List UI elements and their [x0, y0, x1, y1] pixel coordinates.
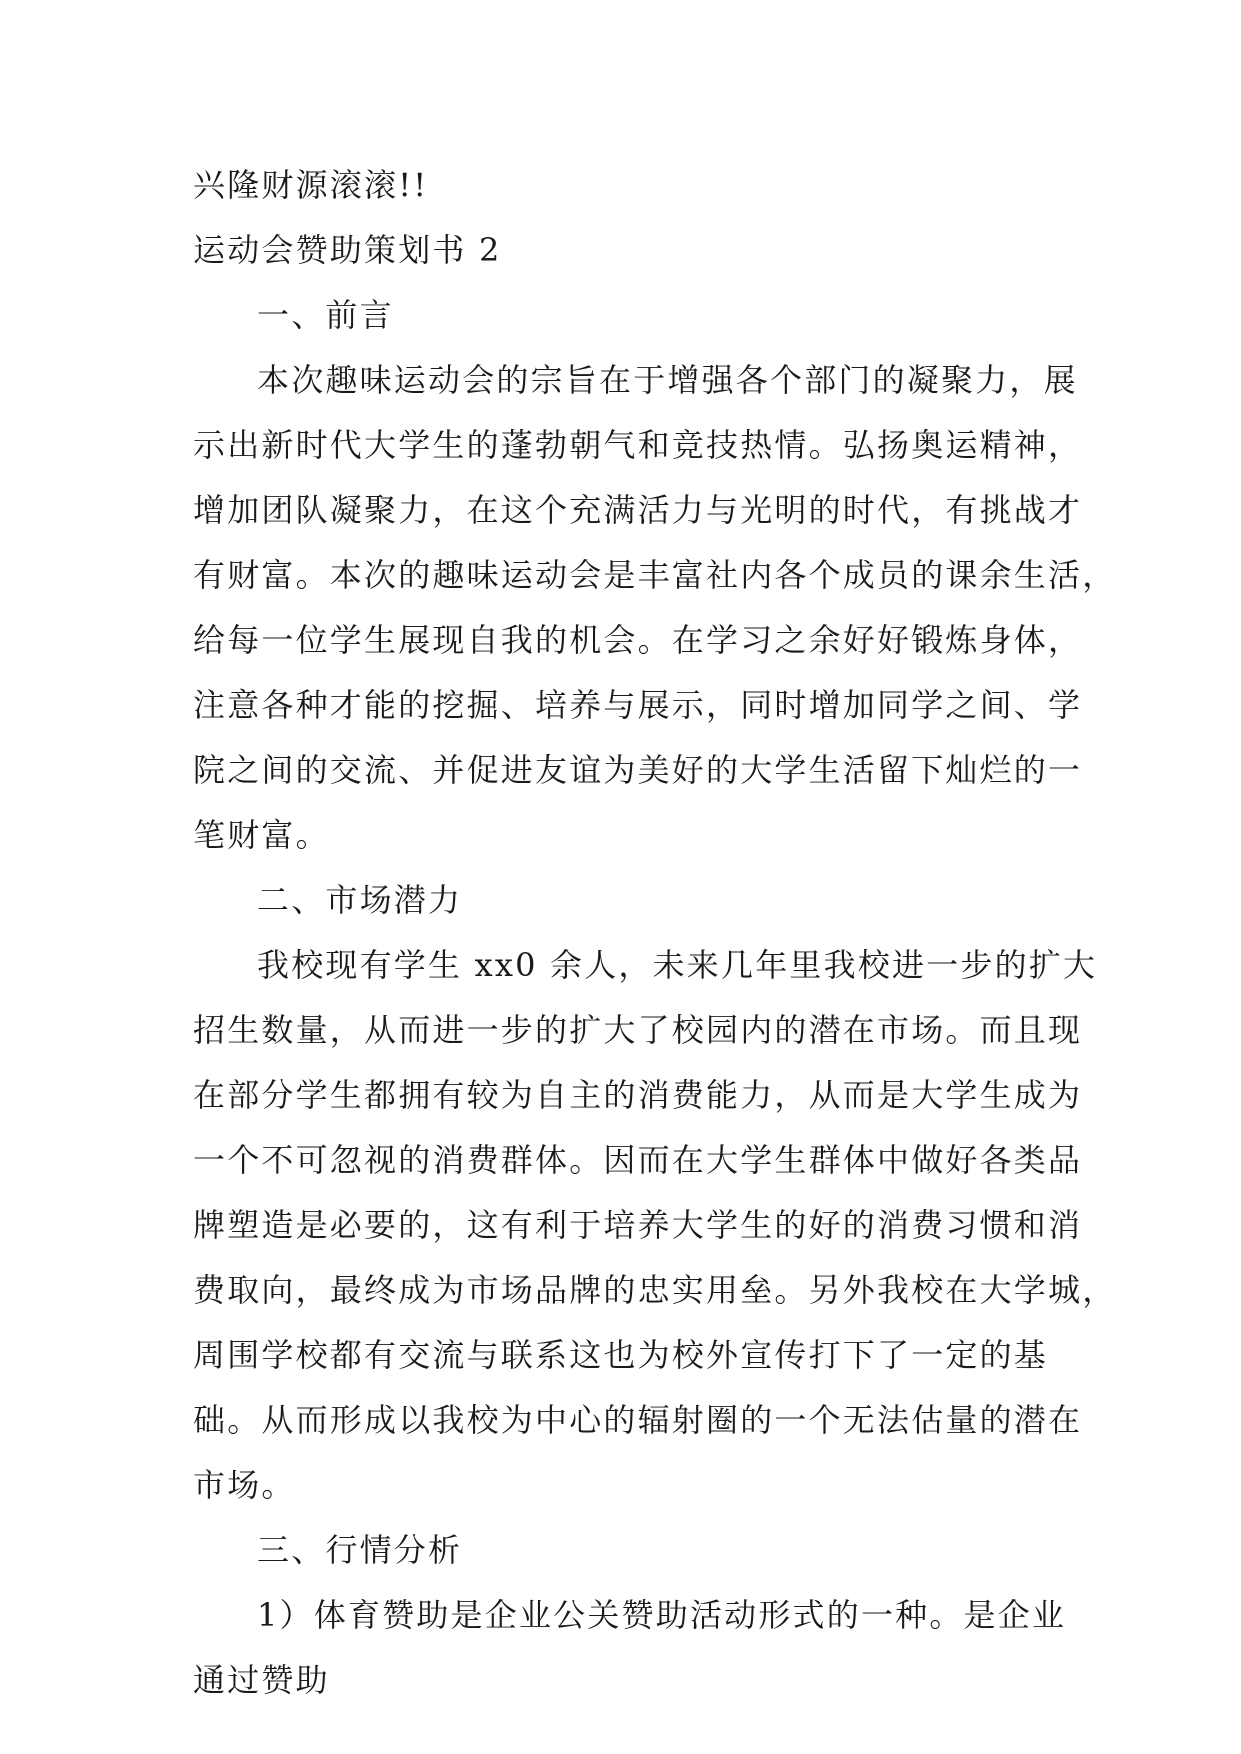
- text-line: 牌塑造是必要的，这有利于培养大学生的好的消费习惯和消: [193, 1206, 1083, 1244]
- section-heading-preface: 一、前言: [257, 296, 394, 334]
- text-line: 我校现有学生 xx0 余人，未来几年里我校进一步的扩大: [257, 946, 1098, 984]
- text-line: 院之间的交流、并促进友谊为美好的大学生活留下灿烂的一: [193, 751, 1083, 789]
- text-line: 周围学校都有交流与联系这也为校外宣传打下了一定的基: [193, 1336, 1049, 1374]
- text-line: 兴隆财源滚滚!!: [193, 166, 429, 204]
- text-line: 笔财富。: [193, 816, 330, 854]
- text-line: 给每一位学生展现自我的机会。在学习之余好好锻炼身体，: [193, 621, 1083, 659]
- text-line: 费取向，最终成为市场品牌的忠实用垒。另外我校在大学城，: [193, 1271, 1117, 1309]
- text-line: 通过赞助: [193, 1661, 330, 1699]
- document-body: [193, 153, 1117, 1713]
- document-title: 运动会赞助策划书 2: [193, 231, 502, 269]
- text-line: 在部分学生都拥有较为自主的消费能力，从而是大学生成为: [193, 1076, 1083, 1114]
- section-heading-analysis: 三、行情分析: [257, 1531, 463, 1569]
- text-line: 市场。: [193, 1466, 296, 1504]
- text-line: 注意各种才能的挖掘、培养与展示，同时增加同学之间、学: [193, 686, 1083, 724]
- text-line: 础。从而形成以我校为中心的辐射圈的一个无法估量的潜在: [193, 1401, 1083, 1439]
- text-line: 招生数量，从而进一步的扩大了校园内的潜在市场。而且现: [193, 1011, 1083, 1049]
- text-line: 1）体育赞助是企业公关赞助活动形式的一种。是企业: [257, 1596, 1067, 1634]
- text-line: 增加团队凝聚力，在这个充满活力与光明的时代，有挑战才: [193, 491, 1083, 529]
- text-line: 有财富。本次的趣味运动会是丰富社内各个成员的课余生活，: [193, 556, 1117, 594]
- text-line: 一个不可忽视的消费群体。因而在大学生群体中做好各类品: [193, 1141, 1083, 1179]
- text-line: 示出新时代大学生的蓬勃朝气和竞技热情。弘扬奥运精神，: [193, 426, 1083, 464]
- text-line: 本次趣味运动会的宗旨在于增强各个部门的凝聚力，展: [257, 361, 1078, 399]
- section-heading-market: 二、市场潜力: [257, 881, 463, 919]
